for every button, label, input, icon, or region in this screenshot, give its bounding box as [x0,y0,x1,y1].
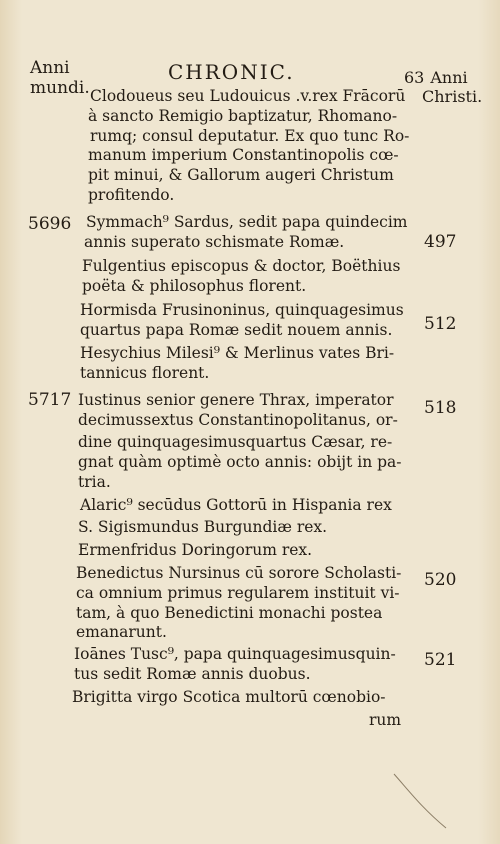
text-line: quartus papa Romæ sedit nouem annis. [80,321,393,339]
text-line: Hormisda Frusinoninus, quinquagesimus [80,301,404,319]
text-line: Clodoueus seu Ludouicus .v.rex Frācorū [90,87,406,105]
text-line: Iustinus senior genere Thrax, imperator [78,391,394,409]
text-line: poëta & philosophus florent. [82,277,307,295]
text-line: tam, à quo Benedictini monachi postea [76,604,383,622]
header-anni-christi [404,68,482,106]
text-line: ca omnium primus regularem instituit vi- [76,584,400,602]
text-line: decimussextus Constantinopolitanus, or- [78,411,398,429]
page-number: 63 [404,68,425,87]
text-line: Fulgentius episcopus & doctor, Boëthius [82,257,401,275]
text-line: pit minui, & Gallorum augeri Christum [88,166,394,184]
header-right-line1: Anni [430,68,468,87]
running-title: CHRONIC. [168,60,295,84]
year-mundi: 5717 [28,390,72,410]
header-right-line2: Christi. [422,87,483,106]
text-line: S. Sigismundus Burgundiæ rex. [78,518,328,536]
paper-crease [392,772,452,832]
text-line: emanarunt. [76,623,167,641]
catchword: rum [369,711,402,729]
year-christi: 520 [424,570,457,590]
text-line: rumq; consul deputatur. Ex quo tunc Ro- [90,127,410,145]
text-line: tannicus florent. [80,364,210,382]
year-christi: 521 [424,650,457,670]
text-line: tria. [78,473,111,491]
text-line: Symmach⁹ Sardus, sedit papa quindecim [86,213,408,231]
header-left-line2: mundi. [30,78,90,98]
text-line: gnat quàm optimè octo annis: obijt in pa- [78,453,402,471]
text-line: profitendo. [88,186,175,204]
text-line: annis superato schismate Romæ. [84,233,345,251]
text-line: Benedictus Nursinus cū sorore Scholasti- [76,564,402,582]
text-line: Ioānes Tusc⁹, papa quinquagesimusquin- [74,645,396,663]
text-line: Ermenfridus Doringorum rex. [78,541,313,559]
year-christi: 512 [424,314,457,334]
header-anni-mundi [30,58,90,98]
text-line: dine quinquagesimusquartus Cæsar, re- [78,433,393,451]
year-mundi: 5696 [28,214,72,234]
text-line: à sancto Remigio baptizatur, Rhomano- [88,107,398,125]
year-christi: 518 [424,398,457,418]
text-line: Alaric⁹ secūdus Gottorū in Hispania rex [80,496,392,514]
text-line: Hesychius Milesi⁹ & Merlinus vates Bri- [80,344,395,362]
header-left-line1: Anni [30,58,70,78]
text-line: manum imperium Constantinopolis cœ- [88,146,399,164]
year-christi: 497 [424,232,457,252]
text-line: tus sedit Romæ annis duobus. [74,665,311,683]
text-line: Brigitta virgo Scotica multorū cœnobio- [72,688,386,706]
